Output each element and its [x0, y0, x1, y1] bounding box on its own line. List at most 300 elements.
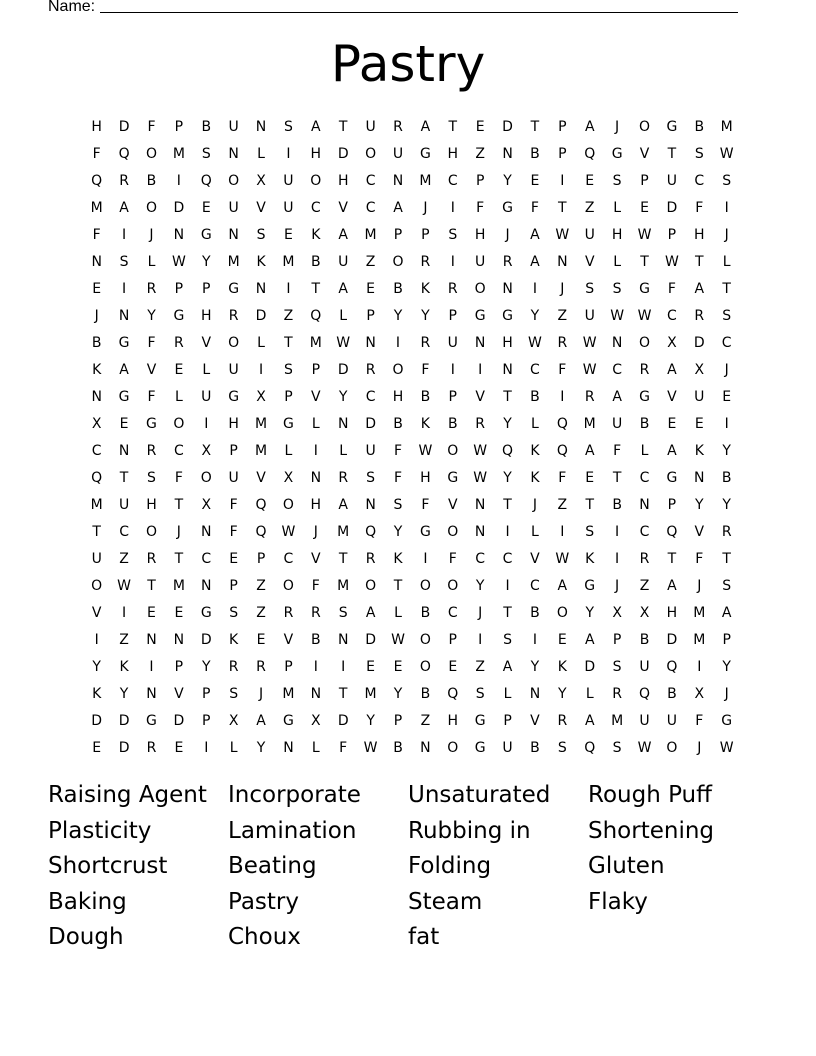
grid-letter: V: [338, 199, 348, 216]
grid-letter: G: [502, 199, 513, 216]
grid-letter: G: [639, 280, 650, 297]
word-bank-item: Shortcrust: [48, 853, 168, 880]
grid-letter: Z: [475, 145, 485, 162]
grid-letter: B: [667, 686, 677, 703]
grid-letter: V: [174, 686, 184, 703]
grid-letter: N: [502, 145, 513, 162]
grid-letter: S: [119, 253, 129, 270]
grid-letter: N: [365, 334, 376, 351]
grid-letter: R: [420, 334, 431, 351]
grid-letter: U: [338, 253, 349, 270]
grid-letter: D: [337, 145, 349, 162]
grid-letter: N: [91, 253, 102, 270]
grid-letter: Y: [421, 307, 430, 324]
grid-letter: M: [337, 578, 350, 595]
grid-letter: I: [176, 172, 181, 189]
grid-letter: P: [558, 118, 567, 135]
grid-letter: N: [337, 415, 349, 432]
grid-letter: G: [228, 280, 240, 297]
grid-letter: U: [666, 713, 678, 730]
grid-letter: X: [201, 496, 212, 513]
grid-letter: F: [558, 469, 567, 486]
grid-letter: C: [530, 578, 540, 595]
grid-letter: J: [560, 280, 565, 297]
grid-letter: J: [478, 605, 483, 622]
grid-letter: A: [502, 659, 513, 676]
grid-letter: A: [584, 632, 595, 649]
grid-letter: H: [310, 145, 322, 162]
grid-letter: I: [615, 523, 620, 540]
grid-letter: R: [639, 551, 650, 568]
word-bank-item: Flaky: [588, 888, 648, 915]
grid-letter: M: [583, 415, 596, 432]
grid-letter: R: [557, 334, 568, 351]
word-bank-item: Shortening: [588, 817, 715, 844]
grid-letter: G: [419, 145, 431, 162]
grid-letter: P: [202, 686, 211, 703]
grid-letter: I: [478, 361, 483, 378]
grid-letter: D: [118, 713, 130, 730]
grid-letter: F: [695, 551, 704, 568]
grid-letter: Z: [475, 659, 485, 676]
grid-letter: N: [173, 632, 185, 649]
grid-letter: O: [392, 253, 404, 270]
grid-letter: C: [667, 307, 677, 324]
grid-letter: K: [694, 442, 704, 459]
grid-letter: S: [475, 686, 485, 703]
grid-letter: X: [283, 469, 294, 486]
grid-letter: T: [640, 253, 649, 270]
grid-letter: Y: [722, 442, 731, 459]
grid-letter: I: [450, 361, 455, 378]
grid-letter: R: [310, 605, 321, 622]
grid-letter: D: [365, 632, 376, 649]
grid-letter: A: [530, 226, 540, 243]
grid-letter: S: [283, 361, 293, 378]
grid-letter: P: [558, 145, 567, 162]
grid-letter: Q: [666, 523, 678, 540]
grid-letter: B: [311, 632, 321, 649]
word-bank-item: Baking: [48, 888, 127, 915]
grid-letter: N: [502, 361, 513, 378]
grid-letter: A: [338, 496, 348, 513]
grid-letter: I: [258, 361, 264, 378]
grid-letter: Y: [338, 388, 348, 405]
grid-letter: G: [666, 469, 678, 486]
grid-letter: Q: [255, 496, 267, 513]
grid-letter: J: [313, 523, 318, 540]
grid-letter: E: [174, 740, 184, 757]
grid-letter: F: [147, 388, 156, 405]
grid-letter: Z: [256, 578, 266, 595]
grid-letter: A: [256, 713, 266, 730]
grid-letter: R: [721, 523, 732, 540]
grid-letter: Y: [393, 307, 403, 324]
grid-letter: Z: [557, 496, 568, 513]
grid-letter: S: [338, 605, 348, 622]
name-underline[interactable]: [100, 0, 738, 13]
grid-letter: G: [283, 713, 294, 730]
grid-letter: Q: [91, 172, 103, 189]
grid-letter: S: [256, 226, 266, 243]
grid-letter: G: [118, 388, 130, 405]
grid-letter: B: [420, 605, 431, 622]
grid-letter: W: [719, 145, 734, 162]
grid-letter: P: [640, 172, 649, 189]
grid-letter: J: [423, 199, 428, 216]
grid-letter: S: [201, 145, 211, 162]
grid-letter: E: [119, 415, 129, 432]
grid-letter: M: [90, 496, 103, 513]
grid-letter: C: [475, 551, 486, 568]
grid-letter: I: [204, 415, 209, 432]
grid-letter: P: [311, 361, 321, 378]
grid-letter: Y: [201, 659, 211, 676]
grid-letter: I: [615, 551, 620, 568]
grid-letter: F: [695, 199, 704, 216]
grid-letter: R: [283, 605, 294, 622]
grid-letter: T: [92, 523, 101, 540]
grid-letter: L: [174, 388, 183, 405]
grid-letter: F: [147, 334, 156, 351]
grid-letter: N: [146, 686, 157, 703]
grid-letter: B: [447, 415, 458, 432]
grid-letter: W: [637, 740, 652, 757]
grid-letter: N: [283, 740, 294, 757]
grid-letter: F: [311, 578, 320, 595]
grid-letter: X: [667, 334, 677, 351]
grid-letter: D: [666, 199, 678, 216]
word-bank: [48, 778, 768, 956]
grid-letter: V: [146, 361, 157, 378]
word-bank-item: Lamination: [228, 817, 357, 844]
grid-letter: N: [201, 578, 212, 595]
grid-letter: R: [119, 172, 129, 189]
grid-letter: R: [365, 361, 376, 378]
grid-letter: W: [473, 442, 488, 459]
grid-letter: P: [284, 659, 293, 676]
grid-letter: G: [283, 415, 294, 432]
grid-letter: I: [505, 523, 510, 540]
grid-letter: U: [584, 307, 595, 324]
grid-letter: L: [531, 415, 539, 432]
grid-letter: L: [613, 253, 622, 270]
grid-letter: W: [528, 334, 542, 351]
grid-letter: A: [365, 605, 376, 622]
word-bank-item: Pastry: [228, 888, 299, 915]
word-bank-item: Plasticity: [48, 817, 152, 844]
grid-letter: G: [502, 307, 513, 324]
grid-letter: Z: [584, 199, 595, 216]
grid-letter: L: [503, 686, 512, 703]
grid-letter: U: [639, 713, 650, 730]
grid-letter: P: [202, 280, 211, 297]
grid-letter: V: [256, 199, 266, 216]
grid-letter: S: [612, 172, 622, 189]
grid-letter: I: [122, 280, 127, 297]
grid-letter: N: [474, 334, 486, 351]
grid-letter: O: [145, 523, 157, 540]
grid-letter: K: [420, 415, 430, 432]
grid-letter: N: [173, 226, 185, 243]
grid-letter: U: [365, 118, 376, 135]
grid-letter: U: [584, 226, 595, 243]
grid-letter: A: [311, 118, 321, 135]
grid-letter: S: [585, 523, 595, 540]
grid-letter: T: [585, 496, 594, 513]
grid-letter: U: [283, 199, 294, 216]
grid-letter: S: [585, 280, 595, 297]
grid-letter: P: [174, 280, 184, 297]
grid-letter: V: [694, 523, 705, 540]
grid-letter: C: [173, 442, 184, 459]
grid-letter: D: [91, 713, 103, 730]
grid-letter: M: [309, 334, 322, 351]
grid-letter: F: [421, 496, 430, 513]
grid-letter: M: [172, 145, 185, 162]
grid-letter: Z: [119, 632, 129, 649]
grid-letter: R: [256, 659, 266, 676]
grid-letter: F: [613, 442, 622, 459]
grid-letter: F: [92, 145, 101, 162]
grid-letter: O: [173, 415, 185, 432]
grid-letter: N: [310, 686, 322, 703]
grid-letter: V: [311, 388, 321, 405]
grid-letter: B: [530, 740, 540, 757]
grid-letter: E: [256, 632, 266, 649]
grid-letter: M: [254, 415, 268, 432]
grid-letter: D: [255, 307, 267, 324]
grid-letter: O: [447, 740, 459, 757]
grid-letter: O: [556, 605, 568, 622]
grid-letter: Q: [584, 145, 596, 162]
grid-letter: R: [338, 469, 349, 486]
grid-letter: O: [282, 578, 294, 595]
grid-letter: A: [119, 199, 129, 216]
grid-letter: E: [667, 415, 677, 432]
grid-letter: T: [119, 469, 129, 486]
grid-letter: O: [365, 578, 377, 595]
grid-letter: N: [474, 523, 486, 540]
grid-letter: P: [667, 496, 677, 513]
grid-letter: B: [393, 280, 403, 297]
grid-letter: T: [448, 118, 458, 135]
grid-letter: A: [721, 605, 732, 622]
grid-letter: A: [667, 578, 677, 595]
grid-letter: V: [639, 145, 650, 162]
grid-letter: V: [584, 253, 595, 270]
grid-letter: T: [503, 496, 512, 513]
grid-letter: B: [721, 469, 732, 486]
grid-letter: E: [393, 659, 403, 676]
grid-letter: C: [502, 551, 513, 568]
grid-letter: S: [557, 740, 567, 757]
grid-letter: U: [201, 388, 212, 405]
grid-letter: I: [94, 632, 99, 649]
grid-letter: A: [584, 713, 595, 730]
grid-letter: D: [365, 415, 376, 432]
grid-letter: R: [393, 118, 403, 135]
grid-letter: S: [612, 740, 622, 757]
grid-letter: T: [284, 334, 293, 351]
grid-letter: C: [119, 523, 129, 540]
grid-letter: W: [171, 253, 186, 270]
word-bank-item: Dough: [48, 924, 124, 951]
grid-letter: V: [311, 551, 321, 568]
grid-letter: W: [582, 361, 597, 378]
grid-letter: A: [338, 226, 348, 243]
grid-letter: Z: [365, 253, 376, 270]
grid-letter: B: [530, 605, 540, 622]
grid-letter: Y: [503, 415, 512, 432]
grid-letter: B: [612, 496, 622, 513]
grid-letter: A: [584, 118, 595, 135]
grid-letter: Q: [255, 523, 267, 540]
grid-letter: C: [639, 523, 650, 540]
grid-letter: W: [637, 226, 652, 243]
grid-letter: B: [201, 118, 212, 135]
grid-letter: N: [146, 632, 157, 649]
grid-letter: M: [172, 578, 185, 595]
word-bank-item: Beating: [228, 853, 317, 880]
grid-letter: F: [229, 496, 238, 513]
grid-letter: Q: [447, 686, 459, 703]
word-bank-item: Rubbing in: [408, 817, 531, 844]
grid-letter: H: [310, 496, 322, 513]
grid-letter: V: [447, 496, 458, 513]
grid-letter: F: [174, 469, 183, 486]
name-field[interactable]: [48, 0, 738, 17]
grid-letter: M: [282, 686, 295, 703]
grid-letter: O: [145, 145, 157, 162]
grid-letter: X: [91, 415, 102, 432]
grid-letter: I: [286, 280, 291, 297]
grid-letter: Q: [556, 415, 568, 432]
grid-letter: M: [693, 632, 706, 649]
grid-letter: P: [256, 551, 266, 568]
grid-letter: H: [447, 713, 459, 730]
grid-letter: S: [612, 280, 622, 297]
grid-letter: L: [311, 415, 320, 432]
grid-letter: M: [90, 199, 103, 216]
grid-letter: Z: [639, 578, 650, 595]
grid-letter: D: [337, 713, 349, 730]
grid-letter: O: [447, 442, 459, 459]
grid-letter: Z: [256, 605, 266, 622]
grid-letter: E: [201, 199, 211, 216]
grid-letter: L: [229, 740, 238, 757]
grid-letter: S: [229, 686, 239, 703]
grid-letter: F: [530, 199, 539, 216]
grid-letter: T: [667, 551, 677, 568]
grid-letter: G: [419, 523, 431, 540]
grid-letter: P: [421, 226, 430, 243]
grid-letter: A: [530, 253, 540, 270]
grid-letter: U: [118, 496, 130, 513]
grid-letter: E: [284, 226, 293, 243]
grid-letter: G: [228, 388, 240, 405]
grid-letter: P: [503, 713, 512, 730]
grid-letter: L: [202, 361, 211, 378]
grid-letter: M: [337, 523, 350, 540]
grid-letter: K: [393, 551, 403, 568]
grid-letter: R: [557, 713, 568, 730]
grid-letter: F: [339, 740, 348, 757]
grid-letter: L: [613, 199, 622, 216]
grid-letter: Q: [118, 145, 130, 162]
grid-letter: T: [311, 280, 321, 297]
grid-letter: D: [502, 118, 513, 135]
grid-letter: P: [448, 632, 457, 649]
grid-letter: I: [149, 659, 154, 676]
grid-letter: H: [392, 388, 404, 405]
grid-letter: J: [697, 578, 702, 595]
grid-letter: E: [585, 172, 595, 189]
grid-letter: S: [448, 226, 458, 243]
grid-letter: A: [612, 388, 622, 405]
grid-letter: T: [338, 118, 348, 135]
grid-letter: O: [447, 578, 459, 595]
grid-letter: I: [724, 415, 729, 432]
grid-letter: J: [724, 226, 729, 243]
grid-letter: S: [503, 632, 512, 649]
grid-letter: U: [666, 172, 678, 189]
grid-letter: P: [284, 388, 293, 405]
grid-letter: O: [447, 523, 459, 540]
grid-letter: L: [311, 740, 320, 757]
grid-letter: S: [393, 496, 403, 513]
grid-letter: P: [366, 307, 375, 324]
grid-letter: B: [694, 118, 705, 135]
grid-letter: U: [502, 740, 513, 757]
grid-letter: X: [694, 361, 705, 378]
grid-letter: L: [585, 686, 594, 703]
grid-letter: G: [173, 307, 185, 324]
grid-letter: O: [228, 334, 240, 351]
grid-letter: R: [694, 307, 705, 324]
grid-letter: N: [255, 118, 267, 135]
grid-letter: V: [530, 551, 540, 568]
grid-letter: T: [338, 686, 348, 703]
grid-letter: F: [448, 551, 457, 568]
grid-letter: H: [420, 469, 431, 486]
grid-letter: A: [557, 578, 568, 595]
word-bank-item: Incorporate: [228, 782, 361, 808]
grid-letter: J: [615, 118, 620, 135]
grid-letter: N: [201, 523, 212, 540]
grid-letter: W: [418, 442, 433, 459]
grid-letter: U: [365, 442, 376, 459]
grid-letter: J: [697, 740, 702, 757]
grid-letter: B: [91, 334, 102, 351]
grid-letter: V: [530, 713, 540, 730]
grid-letter: P: [475, 172, 485, 189]
grid-letter: Y: [393, 686, 403, 703]
grid-letter: O: [228, 172, 240, 189]
grid-letter: T: [174, 496, 184, 513]
grid-letter: L: [339, 442, 348, 459]
grid-letter: L: [284, 442, 293, 459]
grid-letter: T: [393, 578, 403, 595]
grid-letter: K: [311, 226, 321, 243]
grid-letter: V: [91, 605, 102, 622]
grid-letter: Z: [557, 307, 568, 324]
grid-letter: C: [447, 172, 458, 189]
grid-letter: J: [615, 578, 620, 595]
grid-letter: T: [503, 605, 512, 622]
grid-letter: X: [201, 442, 212, 459]
grid-letter: T: [722, 280, 731, 297]
